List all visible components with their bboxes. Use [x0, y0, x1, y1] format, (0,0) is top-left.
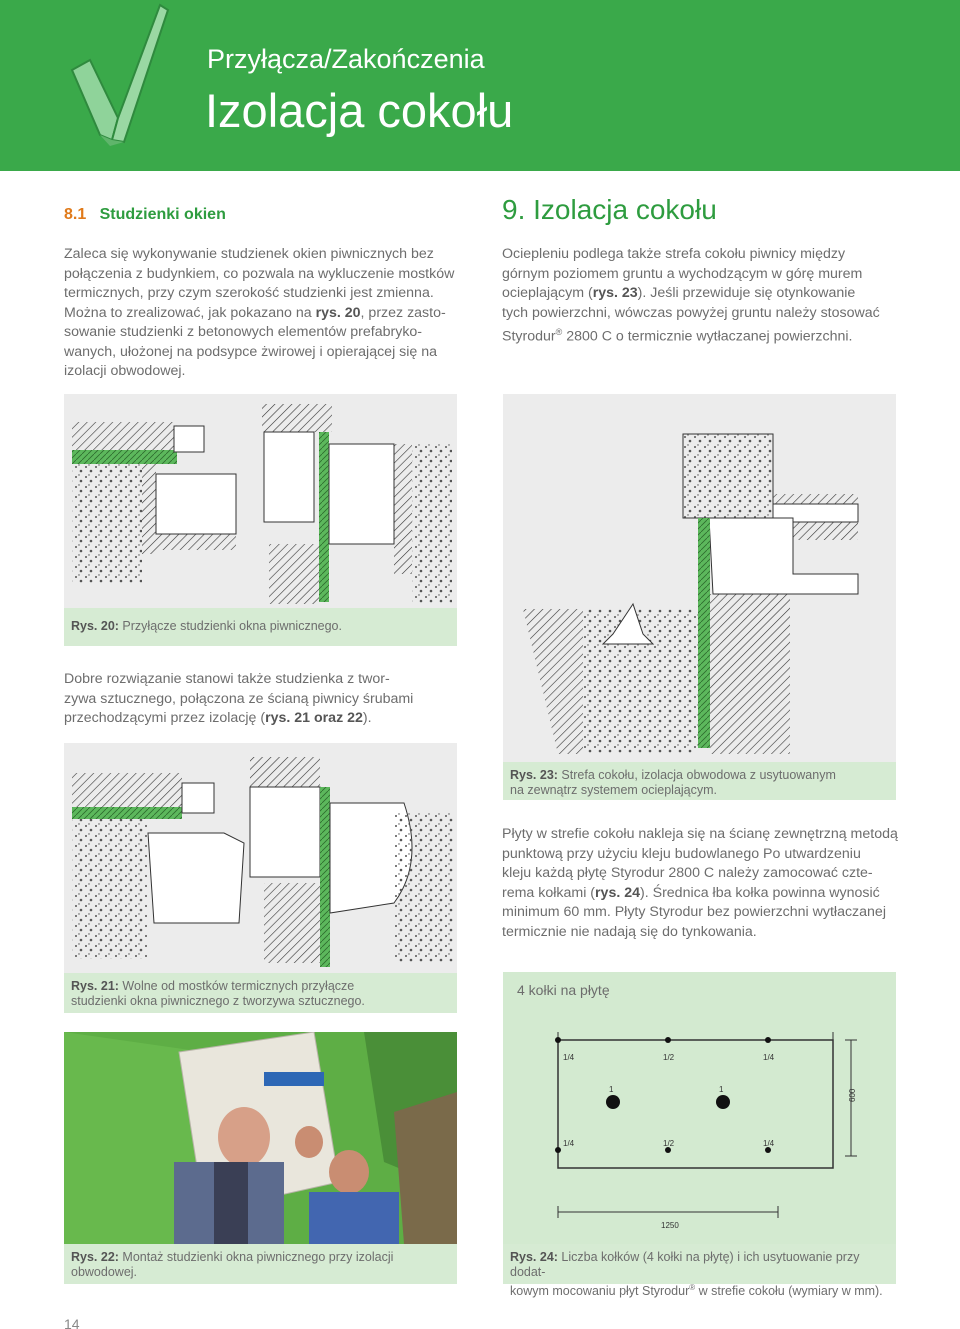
plinth-zone-section-drawing [503, 394, 896, 762]
dowel-layout-drawing [503, 972, 896, 1244]
window-well-concrete-section-drawing [64, 394, 457, 608]
figure-22-caption: Rys. 22: Montaż studzienki okna piwnicznego przy izolacji obwodowej. [64, 1244, 457, 1284]
figure-22-photo [64, 1032, 457, 1244]
paragraph-plate-fixing: Płyty w strefie cokołu nakleja się na ścianę zewnętrzną metodą punktową przy użyciu kleju budowlanego Po utwardzeniu kleju każdą płytę Styrodur 2800 C należy zamocować czte- rema kołkami (rys. 24). Średnica łba kołka powinna wynosić minimum 60 mm. Płyty Styrodur bez powierzchni wytłaczanej termicznie nie nadają się do tynkowania. [502, 826, 898, 940]
figure-20-caption: Rys. 20: Przyłącze studzienki okna piwnicznego. [64, 608, 457, 646]
figure-21-drawing [64, 743, 457, 973]
quarter-mark-top-right: 1/4 [763, 1053, 775, 1062]
figure-21-caption: Rys. 21: Wolne od mostków termicznych przyłącze studzienki okna piwnicznego z tworzywa sztucznego. [64, 973, 457, 1013]
page-number: 14 [64, 1316, 80, 1329]
checkmark-logo [60, 0, 180, 150]
figure-20-drawing [64, 394, 457, 608]
height-dimension: 600 [848, 1088, 857, 1102]
section-number: 8.1 [64, 206, 87, 223]
figure-24-dowel-diagram [503, 972, 896, 1244]
section-heading-8-1 [64, 206, 226, 224]
figure-23-drawing [503, 394, 896, 762]
dowel-count-label: 4 kołki na płytę [517, 982, 610, 998]
section-heading-9: 9. Izolacja cokołu [502, 194, 717, 225]
section-title: Studzienki okien [99, 206, 226, 223]
width-dimension: 1250 [661, 1221, 679, 1230]
installation-photo-illustration [64, 1032, 457, 1244]
plastic-window-well-section-drawing [64, 743, 457, 973]
paragraph-plastic-well: Dobre rozwiązanie stanowi także studzienka z twor- zywa sztucznego, połączona ze ścianą piwnicy śrubami przechodzącymi przez izolację (rys. 21 oraz 22). [64, 671, 414, 726]
quarter-mark-bottom-right: 1/4 [763, 1139, 775, 1148]
paragraph-window-wells: Zaleca się wykonywanie studzienek okien piwnicznych bez połączenia z budynkiem, co pozwala na wykluczenie mostków termicznych, przy czym szerokość studzienki jest zmienna. Można to zrealizować, jak pokazano na rys. 20, przez zasto- sowanie studzienki z betonowych elementów prefabryko- wanych, ułożonej na podsypce żwirowej i opierającej się na izolacji obwodowej. [64, 246, 455, 379]
figure-23-caption: Rys. 23: Strefa cokołu, izolacja obwodowa z usytuowanym na zewnątrz systemem ocieplającym. [503, 762, 896, 800]
dowel-mark-left: 1 [609, 1085, 614, 1094]
header-banner [0, 0, 960, 171]
header-title: Izolacja cokołu [205, 84, 514, 137]
figure-24-caption: Rys. 24: Liczba kołków (4 kołki na płytę) i ich usytuowanie przy dodat- kowym mocowaniu płyt Styrodur® w strefie cokołu (wymiary w mm). [503, 1244, 896, 1284]
header-subtitle: Przyłącza/Zakończenia [207, 44, 485, 74]
quarter-mark-bottom-left: 1/4 [563, 1139, 575, 1148]
half-mark-bottom: 1/2 [663, 1139, 675, 1148]
paragraph-plinth-insulation: Ociepleniu podlega także strefa cokołu piwnicy między górnym poziomem gruntu a wychodzącym w górę murem ocieplającym (rys. 23). Jeśli przewiduje się otynkowanie tych powierzchni, wówczas powyżej gruntu należy stosować Styrodur® 2800 C o termicznie wytłaczanej powierzchni. [502, 246, 880, 345]
dowel-mark-right: 1 [719, 1085, 724, 1094]
quarter-mark-top-left: 1/4 [563, 1053, 575, 1062]
half-mark-top: 1/2 [663, 1053, 675, 1062]
